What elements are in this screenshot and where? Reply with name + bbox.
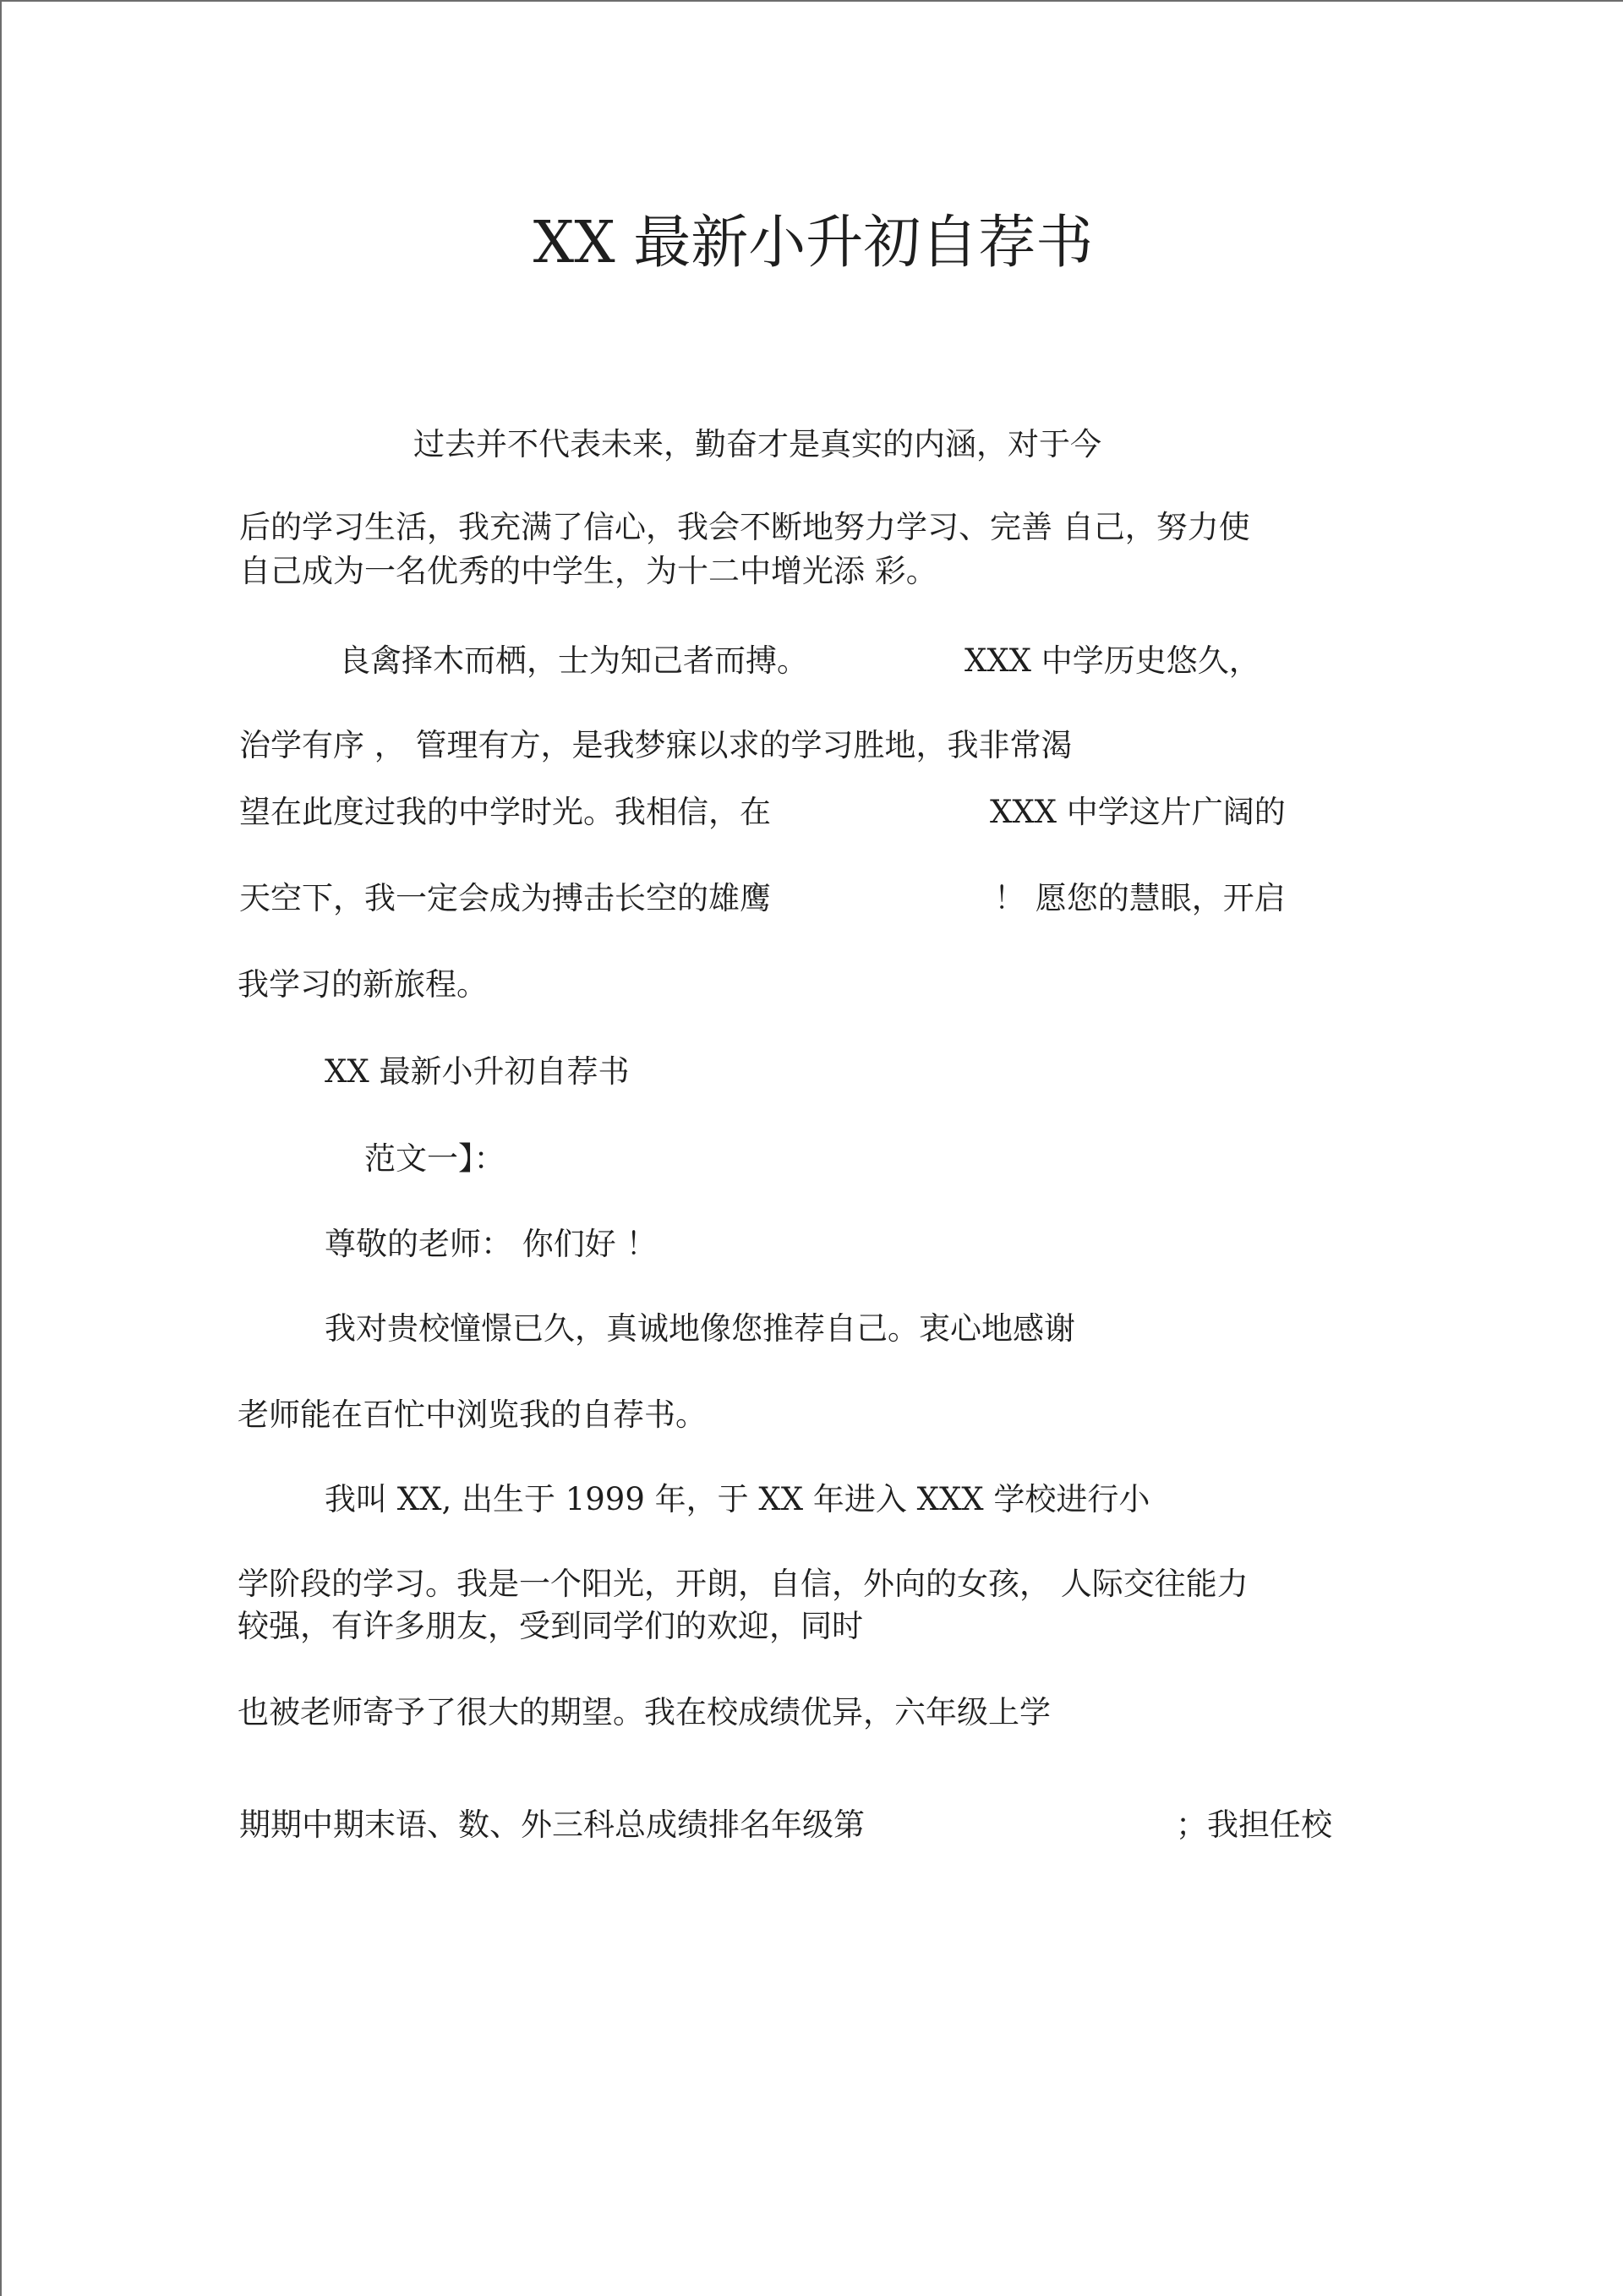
paragraph-line: 较强，有许多朋友，受到同学们的欢迎，同时 [238, 1608, 863, 1644]
paragraph-line: 也被老师寄予了很大的期望。我在校成绩优异，六年级上学 [238, 1694, 1051, 1730]
paragraph-line: 我叫 XX, 出生于 1999 年，于 XX 年进入 XXX 学校进行小 [325, 1481, 1150, 1517]
paragraph-line: 天空下，我一定会成为搏击长空的雄鹰 [239, 880, 771, 916]
document-title: XX 最新小升初自荐书 [533, 210, 1094, 276]
paragraph-line: 我学习的新旅程。 [238, 966, 488, 1003]
paragraph-line: 尊敬的老师： 你们好 ！ [325, 1226, 658, 1262]
paragraph-line: 期期中期末语、数、外三科总成绩排名年级第 [239, 1807, 865, 1843]
paragraph-line: ！ 愿您的慧眼，开启 [994, 880, 1286, 916]
paragraph-line: 范文一】： [364, 1140, 505, 1177]
paragraph-line: 过去并不代表未来，勤奋才是真实的内涵，对于今 [413, 426, 1101, 462]
paragraph-line: 良禽择木而栖，士为知己者而搏。 [339, 642, 808, 679]
paragraph-line: 自己成为一名优秀的中学生，为十二中增光添 彩。 [239, 553, 937, 589]
paragraph-line: 望在此度过我的中学时光。我相信，在 [239, 794, 771, 830]
paragraph-line: 我对贵校憧憬已久，真诚地像您推荐自己。衷心地感谢 [325, 1310, 1075, 1347]
paragraph-line: 老师能在百忙中浏览我的自荐书。 [238, 1397, 707, 1433]
paragraph-line: XXX 中学这片广阔的 [990, 794, 1286, 830]
paragraph-line: 学阶段的学习。我是一个阳光，开朗，自信，外向的女孩， 人际交往能力 [238, 1566, 1249, 1602]
paragraph-line: ；我担任校 [1176, 1807, 1332, 1843]
section-heading: XX 最新小升初自荐书 [325, 1053, 630, 1090]
paragraph-line: 后的学习生活，我充满了信心，我会不断地努力学习、完善 自己，努力使 [239, 509, 1250, 545]
paragraph-line: XXX 中学历史悠久， [965, 642, 1260, 679]
paragraph-line: 治学有序 ， 管理有方，是我梦寐以求的学习胜地，我非常渴 [239, 727, 1073, 763]
